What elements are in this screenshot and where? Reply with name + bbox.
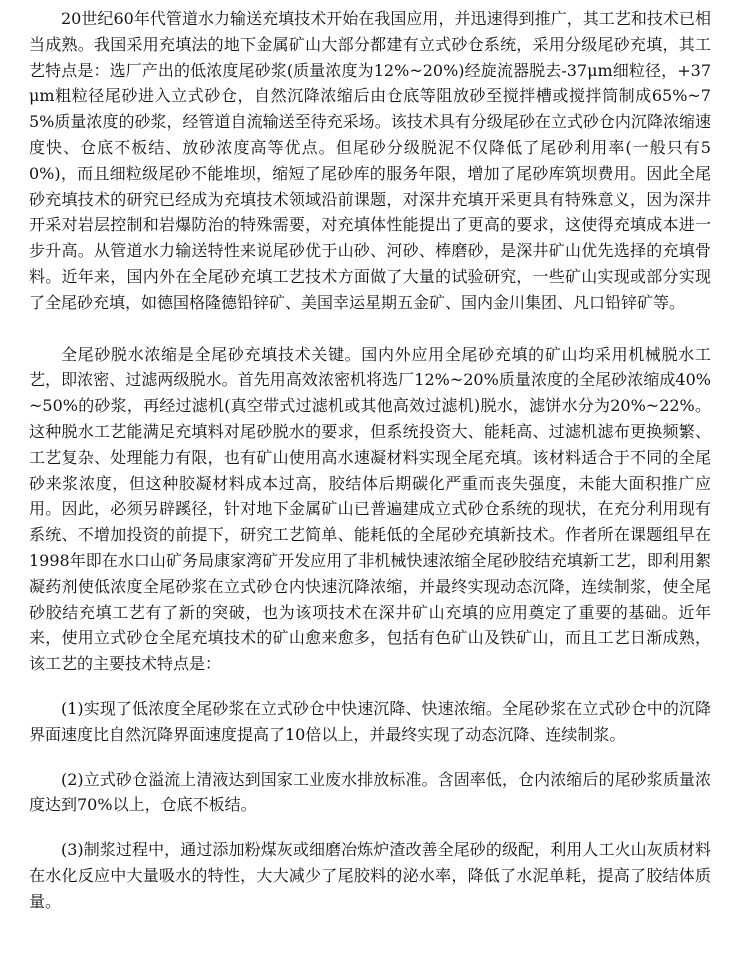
list-item-3: (3)制浆过程中，通过添加粉煤灰或细磨冶炼炉渣改善全尾砂的级配，利用人工火山灰质材料在水化反应中大量吸水的特性，大大减少了尾胶料的泌水率，降低了水泥单耗，提高了胶结体质量。 — [29, 840, 711, 911]
list-item-2: (2)立式砂仓溢流上清液达到国家工业废水排放标准。含固率低，仓内浓缩后的尾砂浆质量浓度达到70%以上，仓底不板结。 — [29, 769, 711, 815]
list-item-1: (1)实现了低浓度全尾砂浆在立式砂仓中快速沉降、快速浓缩。全尾砂浆在立式砂仓中的沉降界面速度比自然沉降界面速度提高了10倍以上，并最终实现了动态沉降、连续制浆。 — [29, 698, 711, 744]
document-body — [29, 6, 711, 915]
paragraph-dewatering: 全尾砂脱水浓缩是全尾砂充填技术关键。国内外应用全尾砂充填的矿山均采用机械脱水工艺，即浓密、过滤两级脱水。首先用高效浓密机将选厂12%~20%质量浓度的全尾砂浓缩成40%~50%的砂浆，再经过滤机(真空带式过滤机或其他高效过滤机)脱水，滤饼水分为20%~22%。这种脱水工艺能满足充填料对尾砂脱水的要求，但系统投资大、能耗高、过滤机滤布更换频繁、工艺复杂、处理能力有限，也有矿山使用高水速凝材料实现全尾充填。该材料适合于不同的全尾砂来浆浓度，但这种胶凝材料成本过高，胶结体后期碳化严重而丧失强度，未能大面积推广应用。因此，必须另辟蹊径，针对地下金属矿山已普遍建成立式砂仓系统的现状，在充分利用现有系统、不增加投资的前提下，研究工艺简单、能耗低的全尾砂充填新技术。作者所在课题组早在1998年即在水口山矿务局康家湾矿开发应用了非机械快速浓缩全尾砂胶结充填新工艺，即利用絮凝药剂使低浓度全尾砂浆在立式砂仓内快速沉降浓缩，并最终实现动态沉降，连续制浆，使全尾砂胶结充填工艺有了新的突破，也为该项技术在深井矿山充填的应用奠定了重要的基础。近年来，使用立式砂仓全尾充填技术的矿山愈来愈多，包括有色矿山及铁矿山，而且工艺日渐成熟，该工艺的主要技术特点是： — [29, 344, 711, 674]
paragraph-history: 20世纪60年代管道水力输送充填技术开始在我国应用，并迅速得到推广，其工艺和技术已相当成熟。我国采用充填法的地下金属矿山大部分都建有立式砂仓系统，采用分级尾砂充填，其工艺特点是：选厂产出的低浓度尾砂浆(质量浓度为12%~20%)经旋流器脱去-37μm细粒径，+37μm粗粒径尾砂进入立式砂仓，自然沉降浓缩后由仓底等阻放砂至搅拌槽或搅拌筒制成65%~75%质量浓度的砂浆，经管道自流输送至待充采场。该技术具有分级尾砂在立式砂仓内沉降浓缩速度快、仓底不板结、放砂浓度高等优点。但尾砂分级脱泥不仅降低了尾砂利用率(一般只有50%)，而且细粒级尾砂不能堆坝，缩短了尾砂库的服务年限，增加了尾砂库筑坝费用。因此全尾砂充填技术的研究已经成为充填技术领域沿前课题，对深井充填开采更具有特殊意义，因为深井开采对岩层控制和岩爆防治的特殊需要，对充填体性能提出了更高的要求，这使得充填成本进一步升高。从管道水力输送特性来说尾砂优于山砂、河砂、棒磨砂，是深井矿山优先选择的充填骨料。近年来，国内外在全尾砂充填工艺技术方面做了大量的试验研究，一些矿山实现或部分实现了全尾砂充填，如德国格隆德铅锌矿、美国幸运星期五金矿、国内金川集团、凡口铅锌矿等。 — [29, 9, 711, 312]
